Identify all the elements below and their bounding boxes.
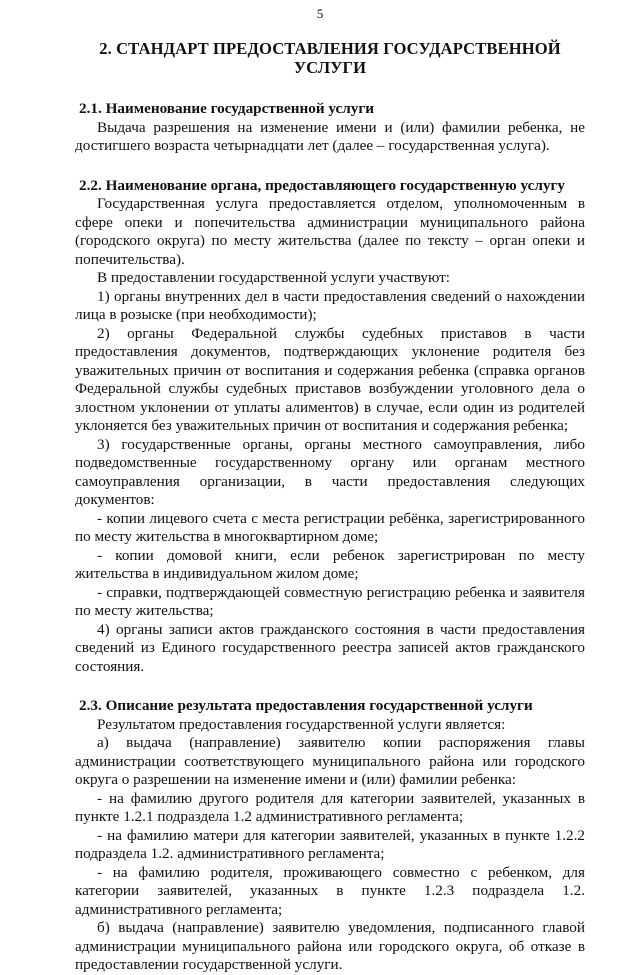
list-item: - на фамилию матери для категории заявителей, указанных в пункте 1.2.2 подраздела 1.2. административного регламента; — [75, 826, 585, 862]
section-2-3 — [75, 697, 585, 975]
list-item: - на фамилию родителя, проживающего совместно с ребенком, для категории заявителей, указанных в пункте 1.2.3 подраздела 1.2. административного регламента; — [75, 863, 585, 918]
list-item: - справки, подтверждающей совместную регистрацию ребенка и заявителя по месту жительства; — [75, 583, 585, 619]
list-item: - на фамилию другого родителя для категории заявителей, указанных в пункте 1.2.1 подраздела 1.2 административного регламента; — [75, 789, 585, 825]
section-heading: 2.2. Наименование органа, предоставляющего государственную услугу — [79, 176, 566, 194]
paragraph: Результатом предоставления государственной услуги является: — [97, 715, 506, 733]
list-item: а) выдача (направление) заявителю копии распоряжения главы администрации соответствующего муниципального района или городского округа о разрешении на изменение имени и (или) фамилии ребенка: — [75, 734, 585, 788]
paragraph: Выдача разрешения на изменение имени и (или) фамилии ребенка, не достигшего возраста четырнадцати лет (далее – государственная услуга). — [75, 118, 585, 154]
list-item: б) выдача (направление) заявителю уведомления, подписанного главой администрации муниципального района или городского округа, об отказе в предоставлении государственной услуги. — [75, 919, 585, 973]
page-title: 2. СТАНДАРТ ПРЕДОСТАВЛЕНИЯ ГОСУДАРСТВЕННОЙ УСЛУГИ — [99, 39, 561, 77]
section-heading: 2.1. Наименование государственной услуги — [79, 100, 375, 117]
document-body — [75, 40, 585, 975]
list-item: 2) органы Федеральной службы судебных приставов в части предоставления документов, подтверждающих уклонение родителя без уважительных причин от воспитания и содержания ребенка (справка органов Федеральной службы судебных приставов возбуждении уголовного дела о злостном уклонении от уплаты алиментов) в случае, если один из родителей уклоняется без уважительных причин от воспитания и содержания ребенка; — [75, 324, 585, 434]
paragraph: В предоставлении государственной услуги участвуют: — [97, 269, 450, 286]
list-item: 1) органы внутренних дел в части предоставления сведений о нахождении лица в розыске (при необходимости); — [75, 287, 585, 323]
paragraph: Государственная услуга предоставляется отделом, уполномоченным в сфере опеки и попечительства администрации муниципального района (городского округа) по месту жительства (далее по тексту – орган опеки и попечительства). — [75, 195, 585, 268]
section-heading: 2.3. Описание результата предоставления государственной услуги — [79, 697, 533, 714]
page-number: 5 — [316, 6, 324, 21]
list-item: - копии лицевого счета с места регистрации ребёнка, зарегистрированного по месту жительства в многоквартирном доме; — [75, 509, 585, 545]
list-item: 4) органы записи актов гражданского состояния в части предоставления сведений из Единого государственного реестра записей актов гражданского состояния. — [75, 620, 585, 675]
section-2-1 — [75, 100, 585, 156]
list-item: 3) государственные органы, органы местного самоуправления, либо подведомственные государственному органу или органам местного самоуправления организации, в части предоставления следующих документов: — [75, 435, 585, 508]
section-2-2 — [75, 177, 585, 677]
list-item: - копии домовой книги, если ребенок зарегистрирован по месту жительства в индивидуальном жилом доме; — [75, 546, 585, 582]
